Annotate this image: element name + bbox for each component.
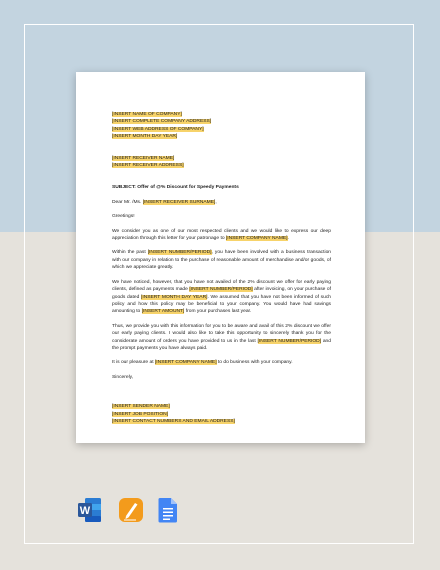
paragraph-pleasure: It is our pleasure at [INSERT COMPANY NAME] to do business with your company. — [112, 360, 293, 366]
job-position-placeholder: [INSERT JOB POSITION] — [112, 411, 169, 417]
sender-web-address: [INSERT WEB ADDRESS OF COMPANY] — [112, 126, 204, 132]
company-name-placeholder: [INSERT COMPANY NAME] — [225, 236, 288, 242]
paragraph-discount: We have noticed, however, that you have not availed of the 2% discount we offer for early paying clients, defined as payments made [INSERT NUMBER/PERIOD] after invoicing, on your purchase of goods dated [INSERT MONTH DAY YEAR]. We assumed that you have not been informed of such policy and how this policy may be beneficial to your company. You would have had savings amounting to [INSERT AMOUNT] from your purchases last year. — [112, 279, 331, 315]
sender-address-block — [112, 111, 331, 141]
salutation: Dear Mr. /Ms. [INSERT RECEIVER SURNAME], — [112, 199, 217, 205]
period-placeholder: [INSERT NUMBER/PERIOD] — [257, 338, 322, 344]
period-placeholder: [INSERT NUMBER/PERIOD] — [189, 287, 253, 293]
date-placeholder: [INSERT MONTH DAY YEAR] — [141, 294, 208, 300]
sender-name-placeholder: [INSERT SENDER NAME] — [112, 404, 170, 410]
receiver-name: [INSERT RECEIVER NAME] — [112, 155, 175, 161]
contact-placeholder: [INSERT CONTACT NUMBERS AND EMAIL ADDRESS] — [112, 418, 235, 424]
letter-date: [INSERT MONTH DAY YEAR] — [112, 134, 178, 140]
paragraph-appreciation: We consider you as one of our most respected clients and we would like to express our deep appreciation through this letter for your patronage to [INSERT COMPANY NAME]. — [112, 228, 331, 242]
sender-company-address: [INSERT COMPLETE COMPANY ADDRESS] — [112, 119, 212, 125]
paragraph-transaction: Within the past [INSERT NUMBER/PERIOD], you have been involved with a business transaction with our company in relation to the purchase of reasonable amount of merchandise and/or goods, of which we appreciate greatly. — [112, 250, 332, 271]
letter-document — [76, 72, 365, 443]
receiver-surname-placeholder: [INSERT RECEIVER SURNAME] — [142, 199, 216, 205]
svg-text:W: W — [79, 505, 91, 517]
letter-subject: SUBJECT: Offer of @% Discount for Speedy Payments — [112, 185, 239, 191]
receiver-address: [INSERT RECEIVER ADDRESS] — [112, 163, 184, 169]
signature-block — [112, 403, 331, 425]
closing: Sincerely, — [112, 374, 134, 380]
period-placeholder: [INSERT NUMBER/PERIOD] — [147, 250, 212, 256]
word-icon[interactable] — [78, 497, 102, 523]
receiver-address-block — [112, 155, 331, 170]
paragraph-thanks: Thus, we provide you with this information for you to be aware and avail of this 2% discount we offer our early paying clients. I would also like to take this opportunity to sincerely thank you for the considerate amount of orders you have provided to us in the last [INSERT NUMBER/PERIOD] and the prompt payments you have always paid. — [112, 323, 331, 351]
format-icons-row — [0, 497, 440, 527]
google-docs-icon[interactable] — [158, 497, 182, 523]
greeting: Greetings! — [112, 214, 135, 220]
pages-icon[interactable] — [118, 497, 142, 523]
company-name-placeholder: [INSERT COMPANY NAME] — [154, 360, 217, 366]
amount-placeholder: [INSERT AMOUNT] — [141, 309, 185, 315]
sender-company-name: [INSERT NAME OF COMPANY] — [112, 112, 182, 117]
